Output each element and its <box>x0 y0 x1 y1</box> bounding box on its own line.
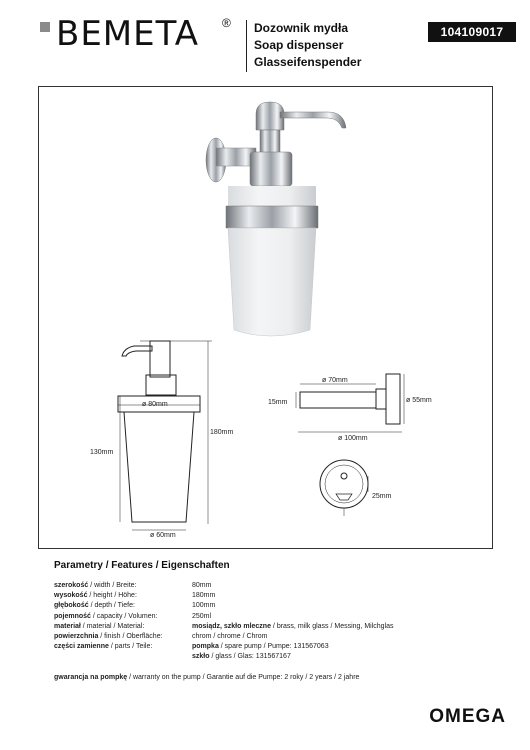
product-name-en: Soap dispenser <box>254 38 344 52</box>
spec-row <box>54 612 514 622</box>
rosette-back-drawing <box>320 460 368 516</box>
brand-name: BEMETA <box>56 14 200 54</box>
spec-label-rest: / capacity / Volumen: <box>90 612 158 620</box>
spec-label-pl: szerokość <box>54 582 89 589</box>
arm-dimension: ø 70mm <box>322 377 348 384</box>
spec-row <box>54 652 514 662</box>
spec-label <box>54 632 192 642</box>
width-dimension: ø 80mm <box>142 401 168 408</box>
spec-value <box>192 581 514 591</box>
depth-dimension: ø 100mm <box>338 435 368 442</box>
spec-label <box>54 591 192 601</box>
spec-label-rest: / height / Höhe: <box>87 592 137 600</box>
spec-label <box>54 642 192 652</box>
side-view-drawing <box>296 374 404 432</box>
spec-value-rest: 100mm <box>192 602 216 610</box>
spec-value <box>192 642 514 652</box>
spec-value <box>192 601 514 611</box>
spec-row <box>54 622 514 632</box>
spec-value-rest: / glass / Glas: 131567167 <box>209 653 291 661</box>
spec-value-rest: / spare pump / Pumpe: 131567063 <box>218 643 329 651</box>
spec-value-rest: 80mm <box>192 582 212 589</box>
spec-label-rest: / finish / Oberfläche: <box>98 633 163 641</box>
spec-value-pl: mosiądz, szkło mleczne <box>192 622 271 630</box>
warranty-note <box>54 674 359 681</box>
product-code: 104109017 <box>428 22 516 42</box>
front-view-drawing <box>118 341 212 530</box>
series-name: OMEGA <box>429 706 506 727</box>
product-name-de: Glasseifenspender <box>254 55 362 69</box>
spec-row <box>54 632 514 642</box>
glass-photo <box>226 186 318 336</box>
spec-value <box>192 632 514 642</box>
spec-value-rest: chrom / chrome / Chrom <box>192 633 268 641</box>
spec-value <box>192 652 514 662</box>
spec-value <box>192 591 514 601</box>
spec-label-pl: pojemność <box>54 612 91 620</box>
spec-value <box>192 622 514 632</box>
spec-label <box>54 581 192 591</box>
spec-label <box>54 622 192 632</box>
spec-row <box>54 581 514 591</box>
spec-label-pl: głębokość <box>54 602 89 610</box>
spec-label-rest: / material / Material: <box>80 622 145 630</box>
warranty-text: / warranty on the pump / Garantie auf die Pumpe: 2 roky / 2 years / 2 jahre <box>127 674 360 681</box>
spec-label-pl: wysokość <box>54 592 88 600</box>
spec-value-pl: szkło <box>192 653 210 661</box>
rosette-dimension: ø 55mm <box>406 397 432 404</box>
spec-label <box>54 612 192 622</box>
spec-table <box>54 581 514 663</box>
spec-label-rest: / parts / Teile: <box>108 643 153 651</box>
spec-label-pl: powierzchnia <box>54 633 99 641</box>
spec-label-pl: materiał <box>54 622 81 630</box>
product-name-pl: Dozownik mydła <box>254 21 349 35</box>
arm-height-dimension: 15mm <box>268 399 288 406</box>
spec-value-rest: 250ml <box>192 612 212 620</box>
height-dimension: 180mm <box>210 429 234 436</box>
spec-row <box>54 642 514 652</box>
spec-label-rest: / depth / Tiefe: <box>88 602 135 610</box>
glass-height-dimension: 130mm <box>90 449 114 456</box>
base-dimension: ø 60mm <box>150 532 176 539</box>
warranty-label: gwarancja na pompkę <box>54 674 128 681</box>
spec-row <box>54 601 514 611</box>
spec-label-pl: części zamienne <box>54 643 109 651</box>
spec-label <box>54 601 192 611</box>
spec-value <box>192 612 514 622</box>
registered-mark: ® <box>222 16 231 30</box>
spec-label <box>54 652 192 662</box>
specifications <box>54 560 514 663</box>
spec-label-rest: / width / Breite: <box>88 582 137 589</box>
spec-value-rest: / brass, milk glass / Messing, Milchglas <box>270 622 394 630</box>
specs-title: Parametry / Features / Eigenschaften <box>54 560 230 571</box>
rosette-photo <box>206 138 256 182</box>
spec-value-pl: pompka <box>192 643 219 651</box>
screw-dimension: 25mm <box>372 493 392 500</box>
spec-row <box>54 591 514 601</box>
pump-photo <box>250 102 346 186</box>
spec-value-rest: 180mm <box>192 592 216 600</box>
